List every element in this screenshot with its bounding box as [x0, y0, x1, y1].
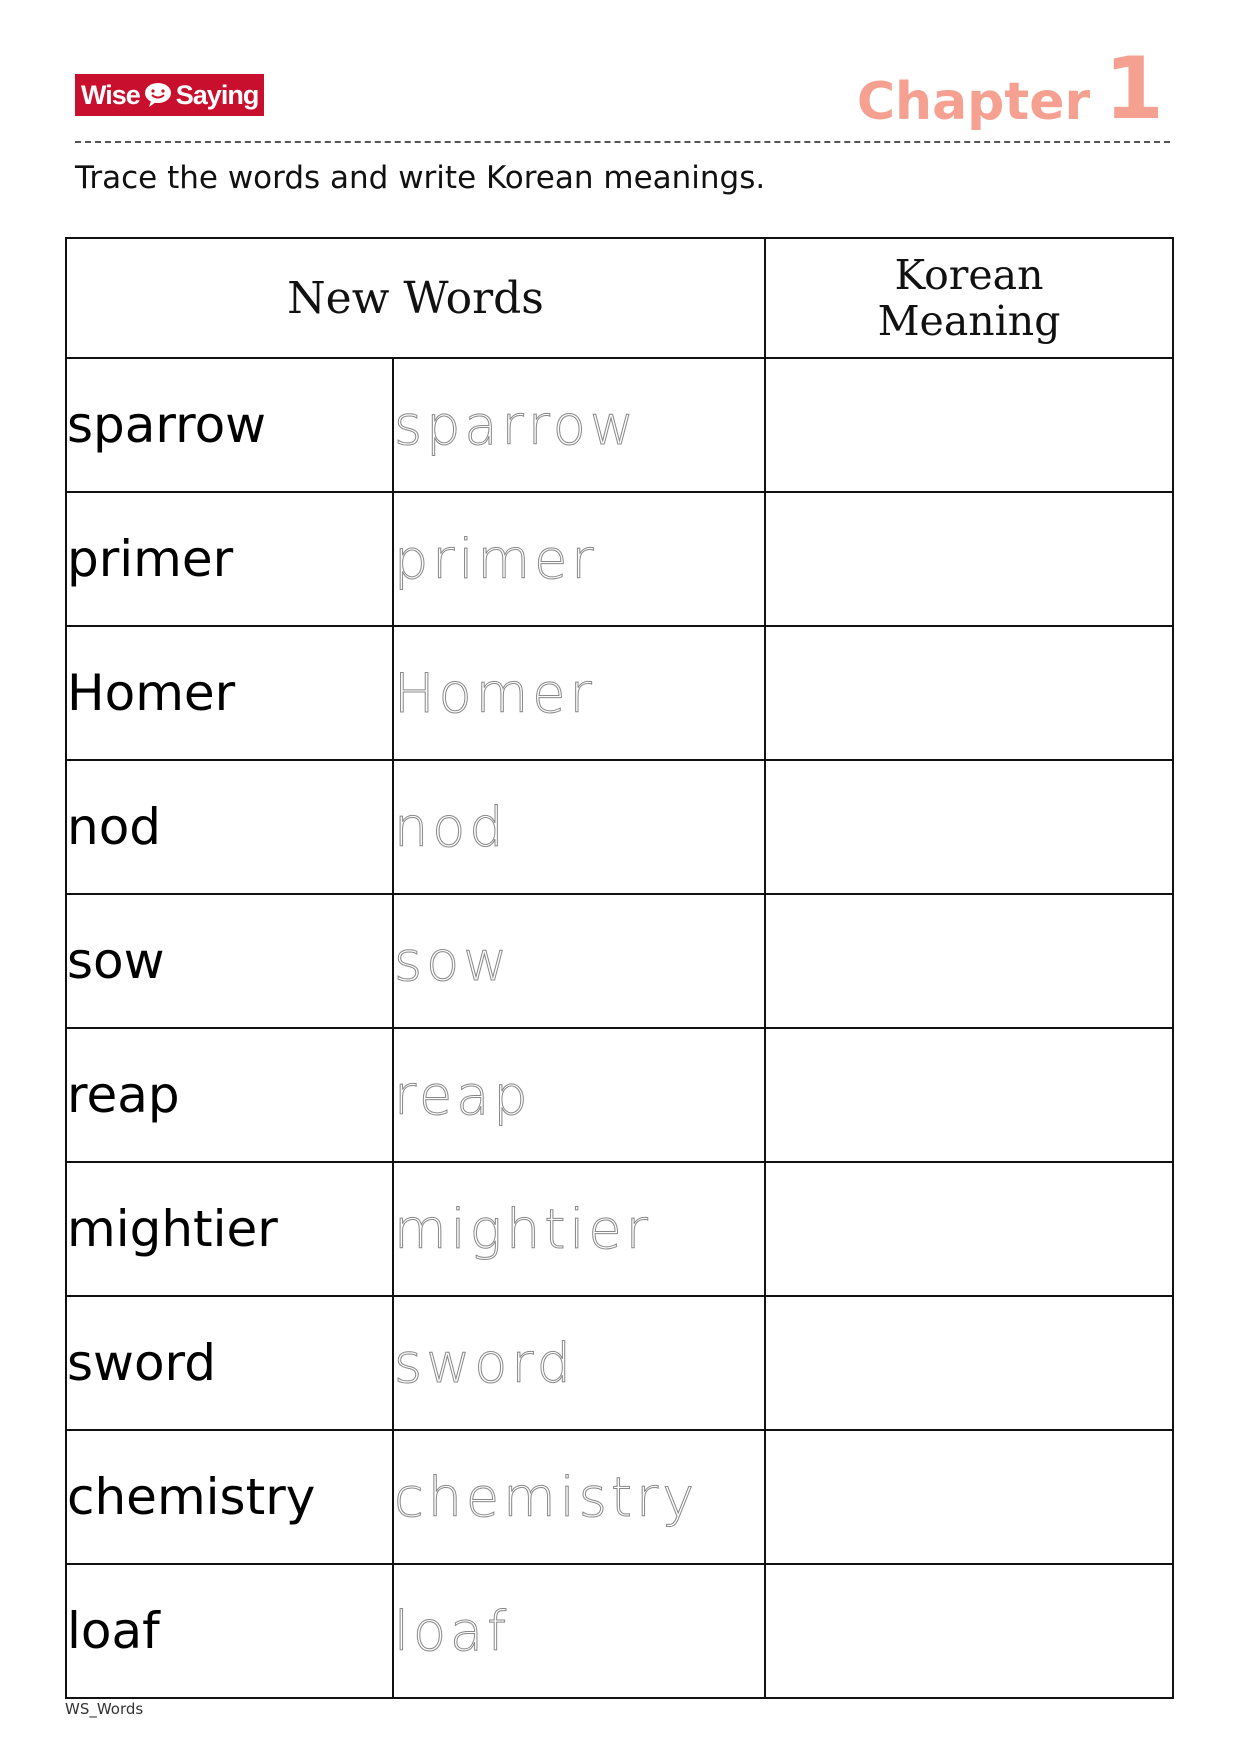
trace-word: sow: [394, 929, 512, 993]
trace-word: loaf: [394, 1599, 511, 1663]
chapter-word: Chapter: [856, 72, 1091, 132]
chapter-number: 1: [1104, 39, 1164, 139]
trace-cell[interactable]: [393, 1430, 765, 1564]
logo-text-right: Saying: [175, 79, 259, 110]
wise-saying-logo: [75, 74, 264, 116]
korean-meaning-cell[interactable]: [765, 1162, 1173, 1296]
trace-word: mightier: [394, 1197, 652, 1261]
header-divider: [75, 141, 1170, 143]
trace-cell[interactable]: [393, 894, 765, 1028]
vocab-word: sword: [66, 1296, 393, 1430]
table-row: [66, 492, 1173, 626]
korean-header-line2: Meaning: [877, 297, 1061, 345]
footer-code: WS_Words: [65, 1700, 144, 1718]
trace-cell[interactable]: [393, 358, 765, 492]
korean-meaning-header: [765, 238, 1173, 358]
table-row: [66, 760, 1173, 894]
vocab-word: nod: [66, 760, 393, 894]
korean-meaning-cell[interactable]: [765, 626, 1173, 760]
vocab-word: sparrow: [66, 358, 393, 492]
trace-word: reap: [394, 1063, 532, 1127]
word-rows: [66, 358, 1173, 1698]
table-row: [66, 1162, 1173, 1296]
korean-meaning-cell[interactable]: [765, 1564, 1173, 1698]
vocab-word: chemistry: [66, 1430, 393, 1564]
vocab-word: reap: [66, 1028, 393, 1162]
trace-word: chemistry: [394, 1465, 699, 1529]
logo-text-left: Wise: [81, 79, 140, 110]
instruction-text: Trace the words and write Korean meanings.: [75, 160, 766, 196]
trace-cell[interactable]: [393, 760, 765, 894]
table-row: [66, 1564, 1173, 1698]
korean-header-line1: Korean: [894, 251, 1044, 299]
trace-word: Homer: [394, 661, 596, 725]
vocab-word: sow: [66, 894, 393, 1028]
trace-word: primer: [394, 527, 598, 591]
trace-cell[interactable]: [393, 1296, 765, 1430]
korean-meaning-cell[interactable]: [765, 894, 1173, 1028]
vocab-word: Homer: [66, 626, 393, 760]
table-header-row: [66, 238, 1173, 358]
vocabulary-table: [65, 237, 1174, 1699]
vocab-word: loaf: [66, 1564, 393, 1698]
table-row: [66, 894, 1173, 1028]
table-row: [66, 358, 1173, 492]
korean-meaning-cell[interactable]: [765, 1430, 1173, 1564]
korean-meaning-cell[interactable]: [765, 1296, 1173, 1430]
table-row: [66, 1028, 1173, 1162]
korean-meaning-cell[interactable]: [765, 760, 1173, 894]
table-row: [66, 1430, 1173, 1564]
trace-cell[interactable]: [393, 1028, 765, 1162]
korean-meaning-cell[interactable]: [765, 1028, 1173, 1162]
trace-cell[interactable]: [393, 1162, 765, 1296]
speech-bubble-icon: [143, 82, 173, 108]
trace-word: nod: [394, 795, 508, 859]
trace-cell[interactable]: [393, 1564, 765, 1698]
vocab-word: mightier: [66, 1162, 393, 1296]
trace-word: sparrow: [394, 393, 638, 457]
new-words-header: New Words: [66, 238, 765, 358]
table-row: [66, 626, 1173, 760]
chapter-heading: [856, 39, 1164, 139]
table-row: [66, 1296, 1173, 1430]
trace-cell[interactable]: [393, 626, 765, 760]
korean-meaning-cell[interactable]: [765, 492, 1173, 626]
trace-word: sword: [394, 1331, 575, 1395]
trace-cell[interactable]: [393, 492, 765, 626]
korean-meaning-cell[interactable]: [765, 358, 1173, 492]
vocab-word: primer: [66, 492, 393, 626]
